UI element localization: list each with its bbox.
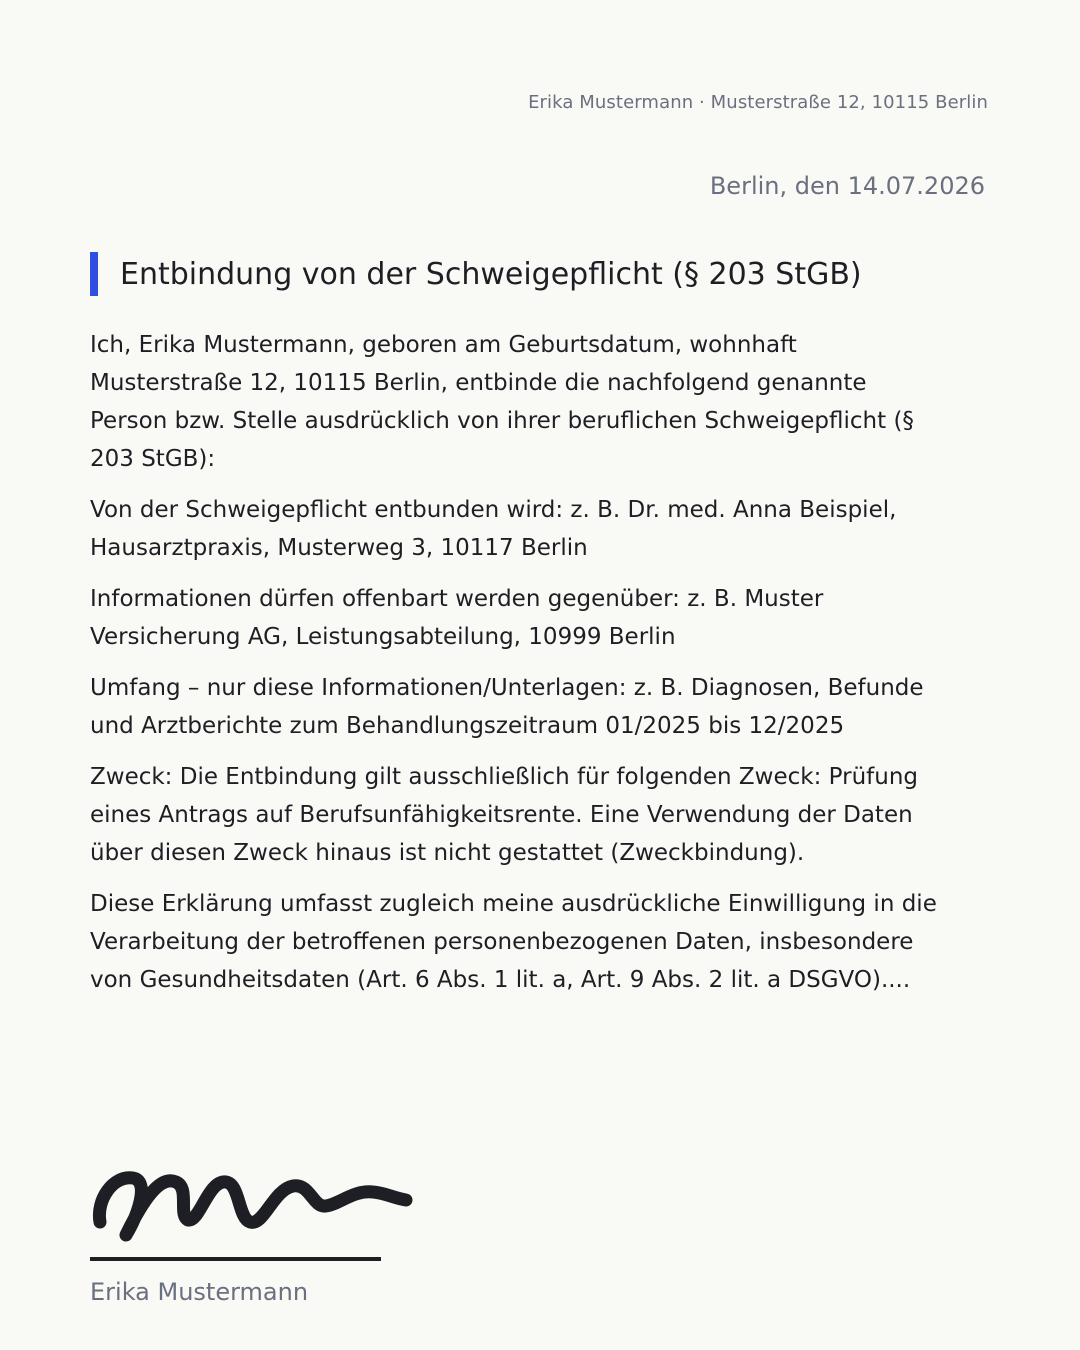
sender-line: Erika Mustermann · Musterstraße 12, 10115 Berlin [528,92,988,113]
paragraph-purpose: Zweck: Die Entbindung gilt ausschließlich für folgenden Zweck: Prüfung eines Antrags auf Berufsunfähigkeitsrente. Eine Verwendung der Daten über diesen Zweck hinaus ist nicht gestattet (Zweckbindung). [90,764,919,866]
page-title: Entbindung von der Schweigepflicht (§ 203 StGB) [120,256,862,292]
signature-line [90,1257,381,1261]
paragraph-declaration: Ich, Erika Mustermann, geboren am Geburtsdatum, wohnhaft Musterstraße 12, 10115 Berlin, entbinde die nachfolgend genannte Person bzw. Stelle ausdrücklich von ihrer beruflichen Schweigepflicht (§ 203 StGB): [90,332,914,472]
paragraph-scope: Umfang – nur diese Informationen/Unterlagen: z. B. Diagnosen, Befunde und Arztberichte zum Behandlungszeitraum 01/2025 bis 12/2025 [90,675,924,739]
letter-body [90,326,940,1012]
paragraph-consent: Diese Erklärung umfasst zugleich meine ausdrückliche Einwilligung in die Verarbeitung der betroffenen personenbezogenen Daten, insbesondere von Gesundheitsdaten (Art. 6 Abs. 1 lit. a, Art. 9 Abs. 2 lit. a DSGVO).... [90,891,937,993]
title-block [90,252,862,296]
handwritten-signature [88,1160,418,1250]
signer-name: Erika Mustermann [90,1278,309,1306]
title-accent-bar [90,252,98,296]
paragraph-released-party: Von der Schweigepflicht entbunden wird: z. B. Dr. med. Anna Beispiel, Hausarztpraxis, Musterweg 3, 10117 Berlin [90,497,897,561]
paragraph-recipient: Informationen dürfen offenbart werden gegenüber: z. B. Muster Versicherung AG, Leistungsabteilung, 10999 Berlin [90,586,824,650]
letter-date: Berlin, den 14.07.2026 [709,172,985,200]
